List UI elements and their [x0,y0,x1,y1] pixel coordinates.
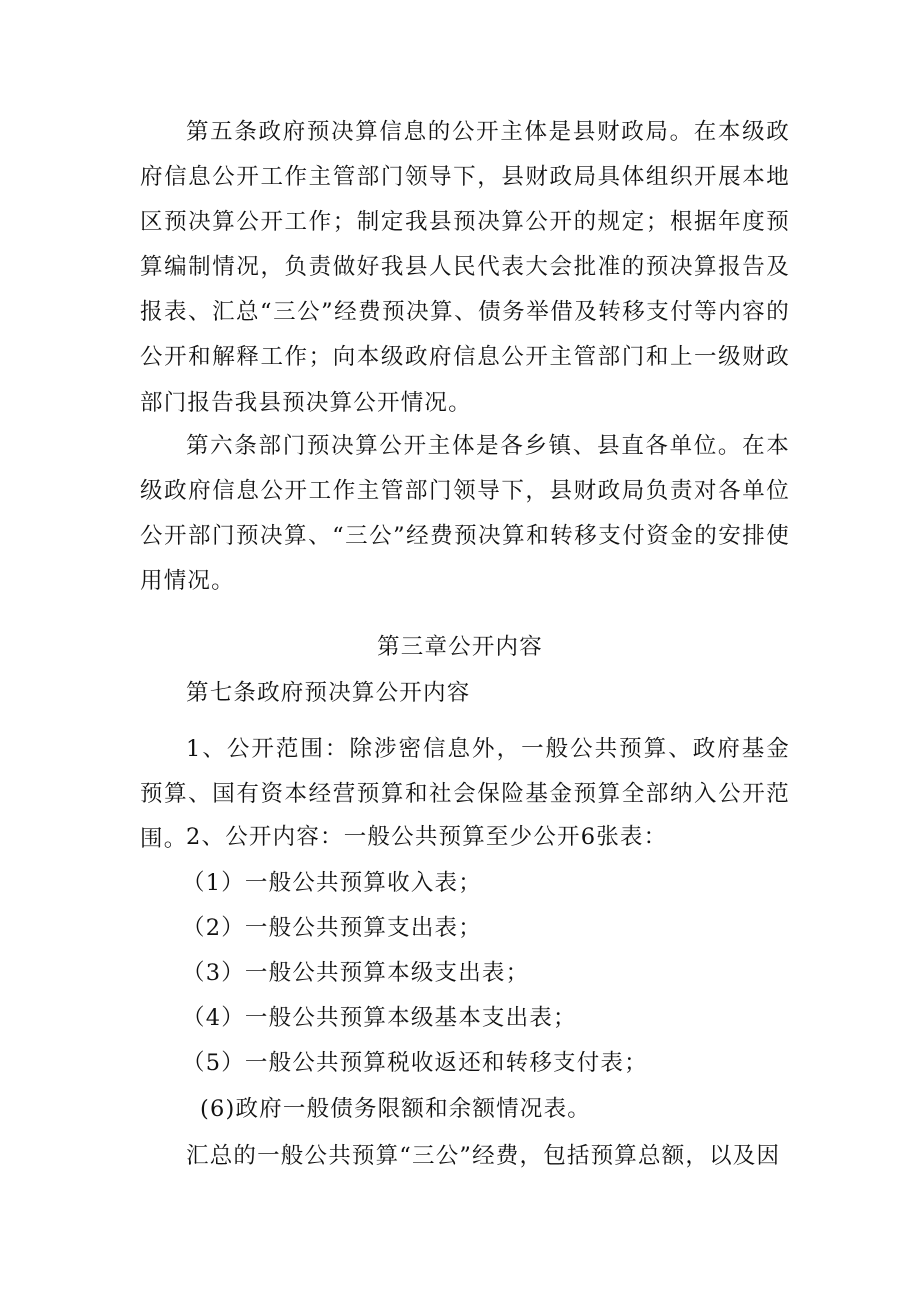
disclosure-scope-item: 1、公开范围：除涉密信息外，一般公共预算、政府基金预算、国有资本经营预算和社会保险基金预算全部纳入公开范围。 [140,736,790,853]
table-list-item: （4）一般公共预算本级基本支出表； [182,1005,577,1031]
table-list-item: （3）一般公共预算本级支出表； [182,960,530,986]
article-6-paragraph: 第六条部门预决算公开主体是各乡镇、县直各单位。在本级政府信息公开工作主管部门领导下，县财政局负责对各单位公开部门预决算、“三公”经费预决算和转移支付资金的安排使用情况。 [140,433,790,595]
article-7-heading: 第七条政府预决算公开内容 [186,680,471,706]
table-list-item: （1）一般公共预算收入表； [182,870,482,896]
closing-paragraph: 汇总的一般公共预算“三公”经费，包括预算总额，以及因 [186,1143,781,1169]
table-list-item: （2）一般公共预算支出表； [182,915,482,941]
table-list-item: （5）一般公共预算税收返还和转移支付表； [182,1050,648,1076]
table-list-item: (6)政府一般债务限额和余额情况表。 [200,1096,591,1122]
disclosure-content-item: 2、公开内容：一般公共预算至少公开6张表： [186,824,668,850]
chapter-3-heading: 第三章公开内容 [377,634,543,660]
article-5-paragraph: 第五条政府预决算信息的公开主体是县财政局。在本级政府信息公开工作主管部门领导下，县财政局具体组织开展本地区预决算公开工作；制定我县预决算公开的规定；根据年度预算编制情况，负责做好我县人民代表大会批准的预决算报告及报表、汇总“三公”经费预决算、债务举借及转移支付等内容的公开和解释工作；向本级政府信息公开主管部门和上一级财政部门报告我县预决算公开情况。 [140,119,790,416]
